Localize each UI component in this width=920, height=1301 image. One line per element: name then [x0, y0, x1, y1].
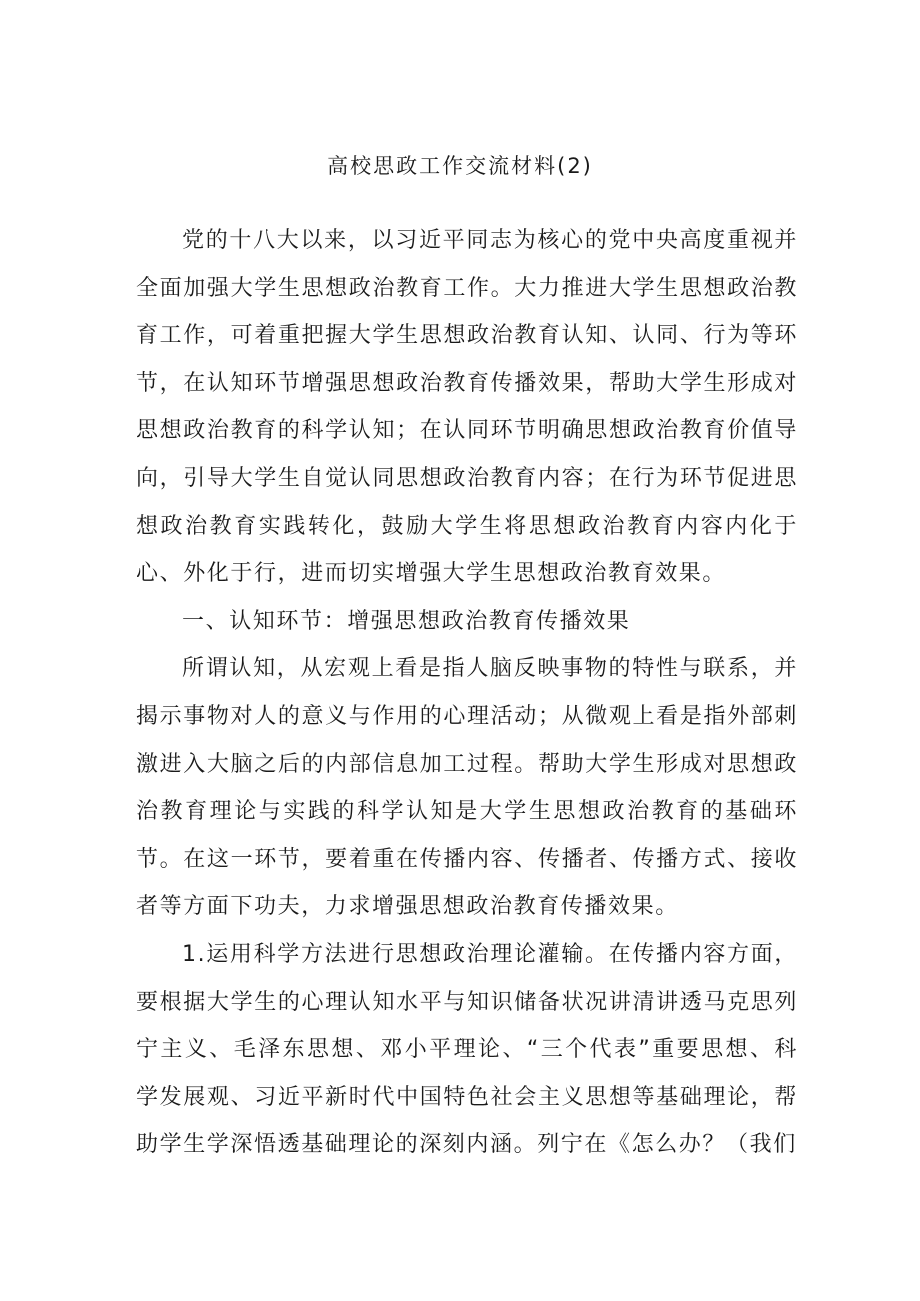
section-heading-1: 一、认知环节：增强思想政治教育传播效果 [182, 608, 631, 634]
paragraph-intro: 党的十八大以来，以习近平同志为核心的党中央高度重视并全面加强大学生思想政治教育工作。大力推进大学生思想政治教育工作，可着重把握大学生思想政治教育认知、认同、行为等环节，在认知环节增强思想政治教育传播效果，帮助大学生形成对思想政治教育的科学认知；在认同环节明确思想政治教育价值导向，引导大学生自觉认同思想政治教育内容；在行为环节促进思想政治教育实践转化，鼓励大学生将思想政治教育内容内化于心、外化于行，进而切实增强大学生思想政治教育效果。 [136, 228, 798, 587]
paragraph-cognition: 所谓认知，从宏观上看是指人脑反映事物的特性与联系，并揭示事物对人的意义与作用的心理活动；从微观上看是指外部刺激进入大脑之后的内部信息加工过程。帮助大学生形成对思想政治教育理论与实践的科学认知是大学生思想政治教育的基础环节。在这一环节，要着重在传播内容、传播者、传播方式、接收者等方面下功夫，力求增强思想政治教育传播效果。 [136, 656, 798, 920]
document-body [136, 217, 798, 1169]
document-title: 高校思政工作交流材料(2) [327, 154, 593, 178]
paragraph-point-1: 1.运用科学方法进行思想政治理论灌输。在传播内容方面，要根据大学生的心理认知水平与知识储备状况讲清讲透马克思列宁主义、毛泽东思想、邓小平理论、“三个代表”重要思想、科学发展观、习近平新时代中国特色社会主义思想等基础理论，帮助学生学深悟透基础理论的深刻内涵。列宁在《怎么办？（我们 [136, 941, 798, 1158]
